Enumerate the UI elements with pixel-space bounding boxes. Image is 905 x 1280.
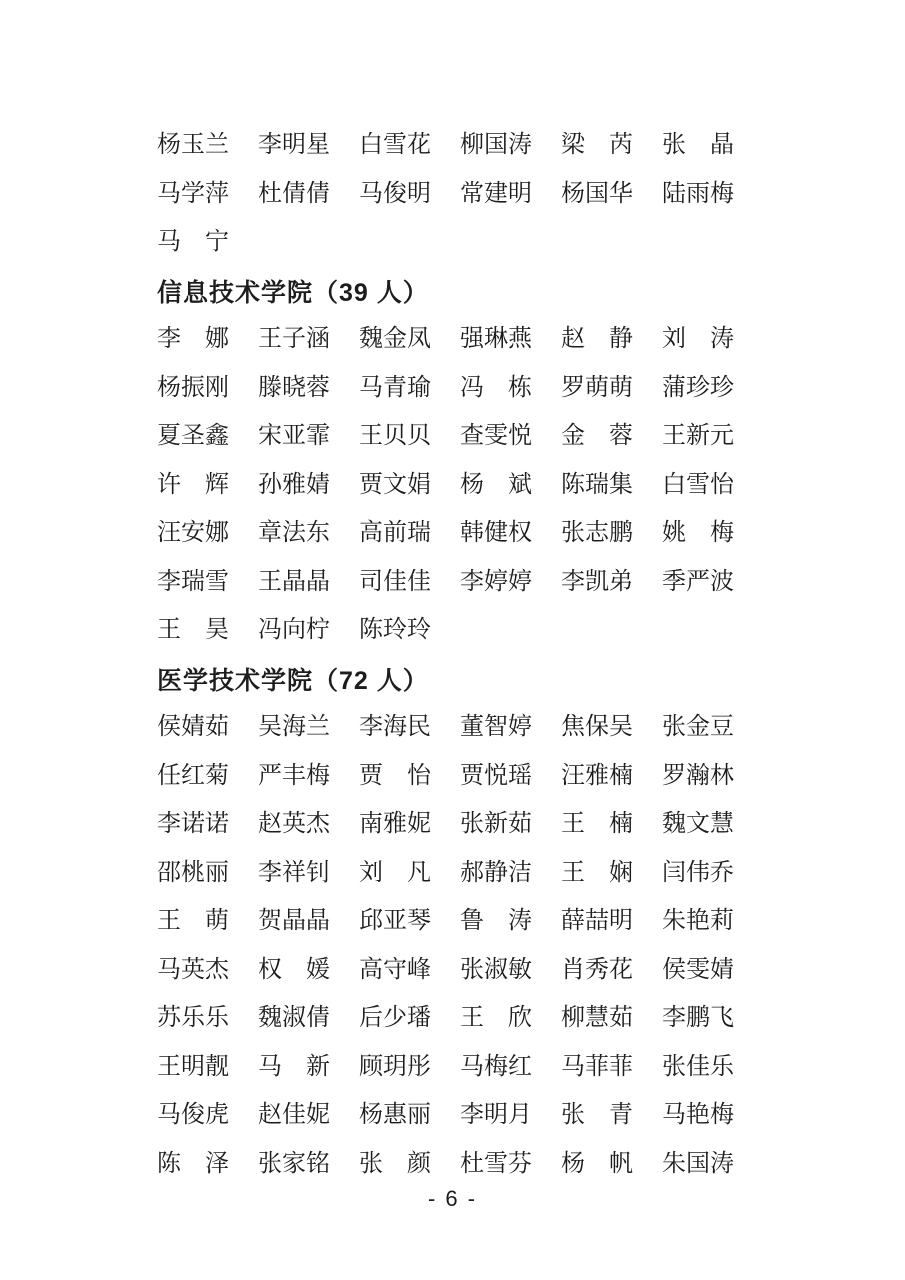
person-name: 司佳佳 (359, 568, 431, 595)
person-name: 张 晶 (662, 132, 734, 159)
person-name: 南雅妮 (359, 811, 431, 838)
section-heading: 信息技术学院（39 人） (157, 278, 429, 307)
person-name: 王 欣 (460, 1005, 532, 1032)
person-name: 吴海兰 (258, 714, 330, 741)
person-name: 柳国涛 (460, 132, 532, 159)
person-name: 李凯弟 (561, 568, 633, 595)
person-name: 冯 栋 (460, 374, 532, 401)
name-row (157, 994, 905, 1043)
page-number: - 6 - (427, 1186, 478, 1211)
name-row (157, 364, 905, 413)
person-name: 张家铭 (258, 1150, 330, 1177)
person-name: 王 娴 (561, 859, 633, 886)
person-name: 赵英杰 (258, 811, 330, 838)
person-name: 权 媛 (258, 956, 330, 983)
person-name: 杨惠丽 (359, 1102, 431, 1129)
person-name: 贾 怡 (359, 762, 431, 789)
person-name: 马青瑜 (359, 374, 431, 401)
person-name: 汪雅楠 (561, 762, 633, 789)
person-name: 张淑敏 (460, 956, 532, 983)
person-name: 高前瑞 (359, 520, 431, 547)
person-name: 闫伟乔 (662, 859, 734, 886)
name-row (157, 606, 905, 655)
name-row (157, 1140, 905, 1189)
person-name: 白雪花 (359, 132, 431, 159)
name-row (157, 121, 905, 170)
person-name: 杨国华 (561, 180, 633, 207)
person-name: 陈玲玲 (359, 617, 431, 644)
person-name: 马 宁 (157, 229, 229, 256)
person-name: 李祥钊 (258, 859, 330, 886)
person-name: 王晶晶 (258, 568, 330, 595)
person-name: 陈瑞集 (561, 471, 633, 498)
person-name: 姚 梅 (662, 520, 734, 547)
name-row (157, 315, 905, 364)
name-row (157, 218, 905, 267)
person-name: 张金豆 (662, 714, 734, 741)
person-name: 柳慧茹 (561, 1005, 633, 1032)
person-name: 邵桃丽 (157, 859, 229, 886)
person-name: 任红菊 (157, 762, 229, 789)
person-name: 张佳乐 (662, 1053, 734, 1080)
person-name: 滕晓蓉 (258, 374, 330, 401)
person-name: 魏文慧 (662, 811, 734, 838)
name-row (157, 849, 905, 898)
person-name: 李鹏飞 (662, 1005, 734, 1032)
person-name: 李诺诺 (157, 811, 229, 838)
person-name: 许 辉 (157, 471, 229, 498)
person-name: 陆雨梅 (662, 180, 734, 207)
person-name: 常建明 (460, 180, 532, 207)
person-name: 焦保吴 (561, 714, 633, 741)
name-row (157, 897, 905, 946)
person-name: 王新元 (662, 423, 734, 450)
person-name: 季严波 (662, 568, 734, 595)
name-row (157, 752, 905, 801)
person-name: 贾悦瑶 (460, 762, 532, 789)
person-name: 侯婧茹 (157, 714, 229, 741)
person-name: 顾玥彤 (359, 1053, 431, 1080)
person-name: 白雪怡 (662, 471, 734, 498)
person-name: 严丰梅 (258, 762, 330, 789)
section-heading: 医学技术学院（72 人） (157, 666, 429, 695)
person-name: 魏淑倩 (258, 1005, 330, 1032)
person-name: 蒲珍珍 (662, 374, 734, 401)
person-name: 夏圣鑫 (157, 423, 229, 450)
person-name: 马艳梅 (662, 1102, 734, 1129)
person-name: 贺晶晶 (258, 908, 330, 935)
person-name: 王 楠 (561, 811, 633, 838)
person-name: 朱艳莉 (662, 908, 734, 935)
person-name: 陈 泽 (157, 1150, 229, 1177)
person-name: 杜雪芬 (460, 1150, 532, 1177)
name-section (157, 121, 905, 267)
person-name: 张新茹 (460, 811, 532, 838)
name-section (157, 267, 905, 655)
name-row (157, 946, 905, 995)
name-row (157, 461, 905, 510)
person-name: 郝静洁 (460, 859, 532, 886)
name-row (157, 703, 905, 752)
name-row (157, 558, 905, 607)
person-name: 贾文娟 (359, 471, 431, 498)
person-name: 罗萌萌 (561, 374, 633, 401)
person-name: 宋亚霏 (258, 423, 330, 450)
person-name: 杨 帆 (561, 1150, 633, 1177)
person-name: 查雯悦 (460, 423, 532, 450)
person-name: 杨玉兰 (157, 132, 229, 159)
person-name: 张 青 (561, 1102, 633, 1129)
person-name: 汪安娜 (157, 520, 229, 547)
name-row (157, 1091, 905, 1140)
person-name: 薛喆明 (561, 908, 633, 935)
person-name: 韩健权 (460, 520, 532, 547)
name-row (157, 1043, 905, 1092)
person-name: 李瑞雪 (157, 568, 229, 595)
person-name: 董智婷 (460, 714, 532, 741)
person-name: 肖秀花 (561, 956, 633, 983)
person-name: 李海民 (359, 714, 431, 741)
person-name: 王贝贝 (359, 423, 431, 450)
person-name: 刘 凡 (359, 859, 431, 886)
person-name: 张 颜 (359, 1150, 431, 1177)
name-row (157, 170, 905, 219)
person-name: 马学萍 (157, 180, 229, 207)
person-name: 马俊明 (359, 180, 431, 207)
person-name: 王 昊 (157, 617, 229, 644)
person-name: 杜倩倩 (258, 180, 330, 207)
person-name: 邱亚琴 (359, 908, 431, 935)
person-name: 章法东 (258, 520, 330, 547)
person-name: 李 娜 (157, 326, 229, 353)
person-name: 马菲菲 (561, 1053, 633, 1080)
person-name: 孙雅婧 (258, 471, 330, 498)
person-name: 金 蓉 (561, 423, 633, 450)
person-name: 王 萌 (157, 908, 229, 935)
person-name: 赵佳妮 (258, 1102, 330, 1129)
person-name: 马梅红 (460, 1053, 532, 1080)
person-name: 魏金凤 (359, 326, 431, 353)
person-name: 张志鹏 (561, 520, 633, 547)
person-name: 梁 芮 (561, 132, 633, 159)
person-name: 苏乐乐 (157, 1005, 229, 1032)
person-name: 李明月 (460, 1102, 532, 1129)
person-name: 鲁 涛 (460, 908, 532, 935)
person-name: 王明靓 (157, 1053, 229, 1080)
person-name: 马 新 (258, 1053, 330, 1080)
document-content (157, 121, 905, 1188)
name-row (157, 509, 905, 558)
person-name: 后少璠 (359, 1005, 431, 1032)
name-row (157, 412, 905, 461)
person-name: 杨振刚 (157, 374, 229, 401)
person-name: 侯雯婧 (662, 956, 734, 983)
name-section (157, 655, 905, 1189)
person-name: 杨 斌 (460, 471, 532, 498)
person-name: 王子涵 (258, 326, 330, 353)
person-name: 高守峰 (359, 956, 431, 983)
person-name: 李明星 (258, 132, 330, 159)
person-name: 朱国涛 (662, 1150, 734, 1177)
person-name: 强琳燕 (460, 326, 532, 353)
person-name: 李婷婷 (460, 568, 532, 595)
person-name: 罗瀚林 (662, 762, 734, 789)
person-name: 赵 静 (561, 326, 633, 353)
person-name: 马英杰 (157, 956, 229, 983)
person-name: 冯向柠 (258, 617, 330, 644)
person-name: 刘 涛 (662, 326, 734, 353)
person-name: 马俊虎 (157, 1102, 229, 1129)
name-row (157, 800, 905, 849)
